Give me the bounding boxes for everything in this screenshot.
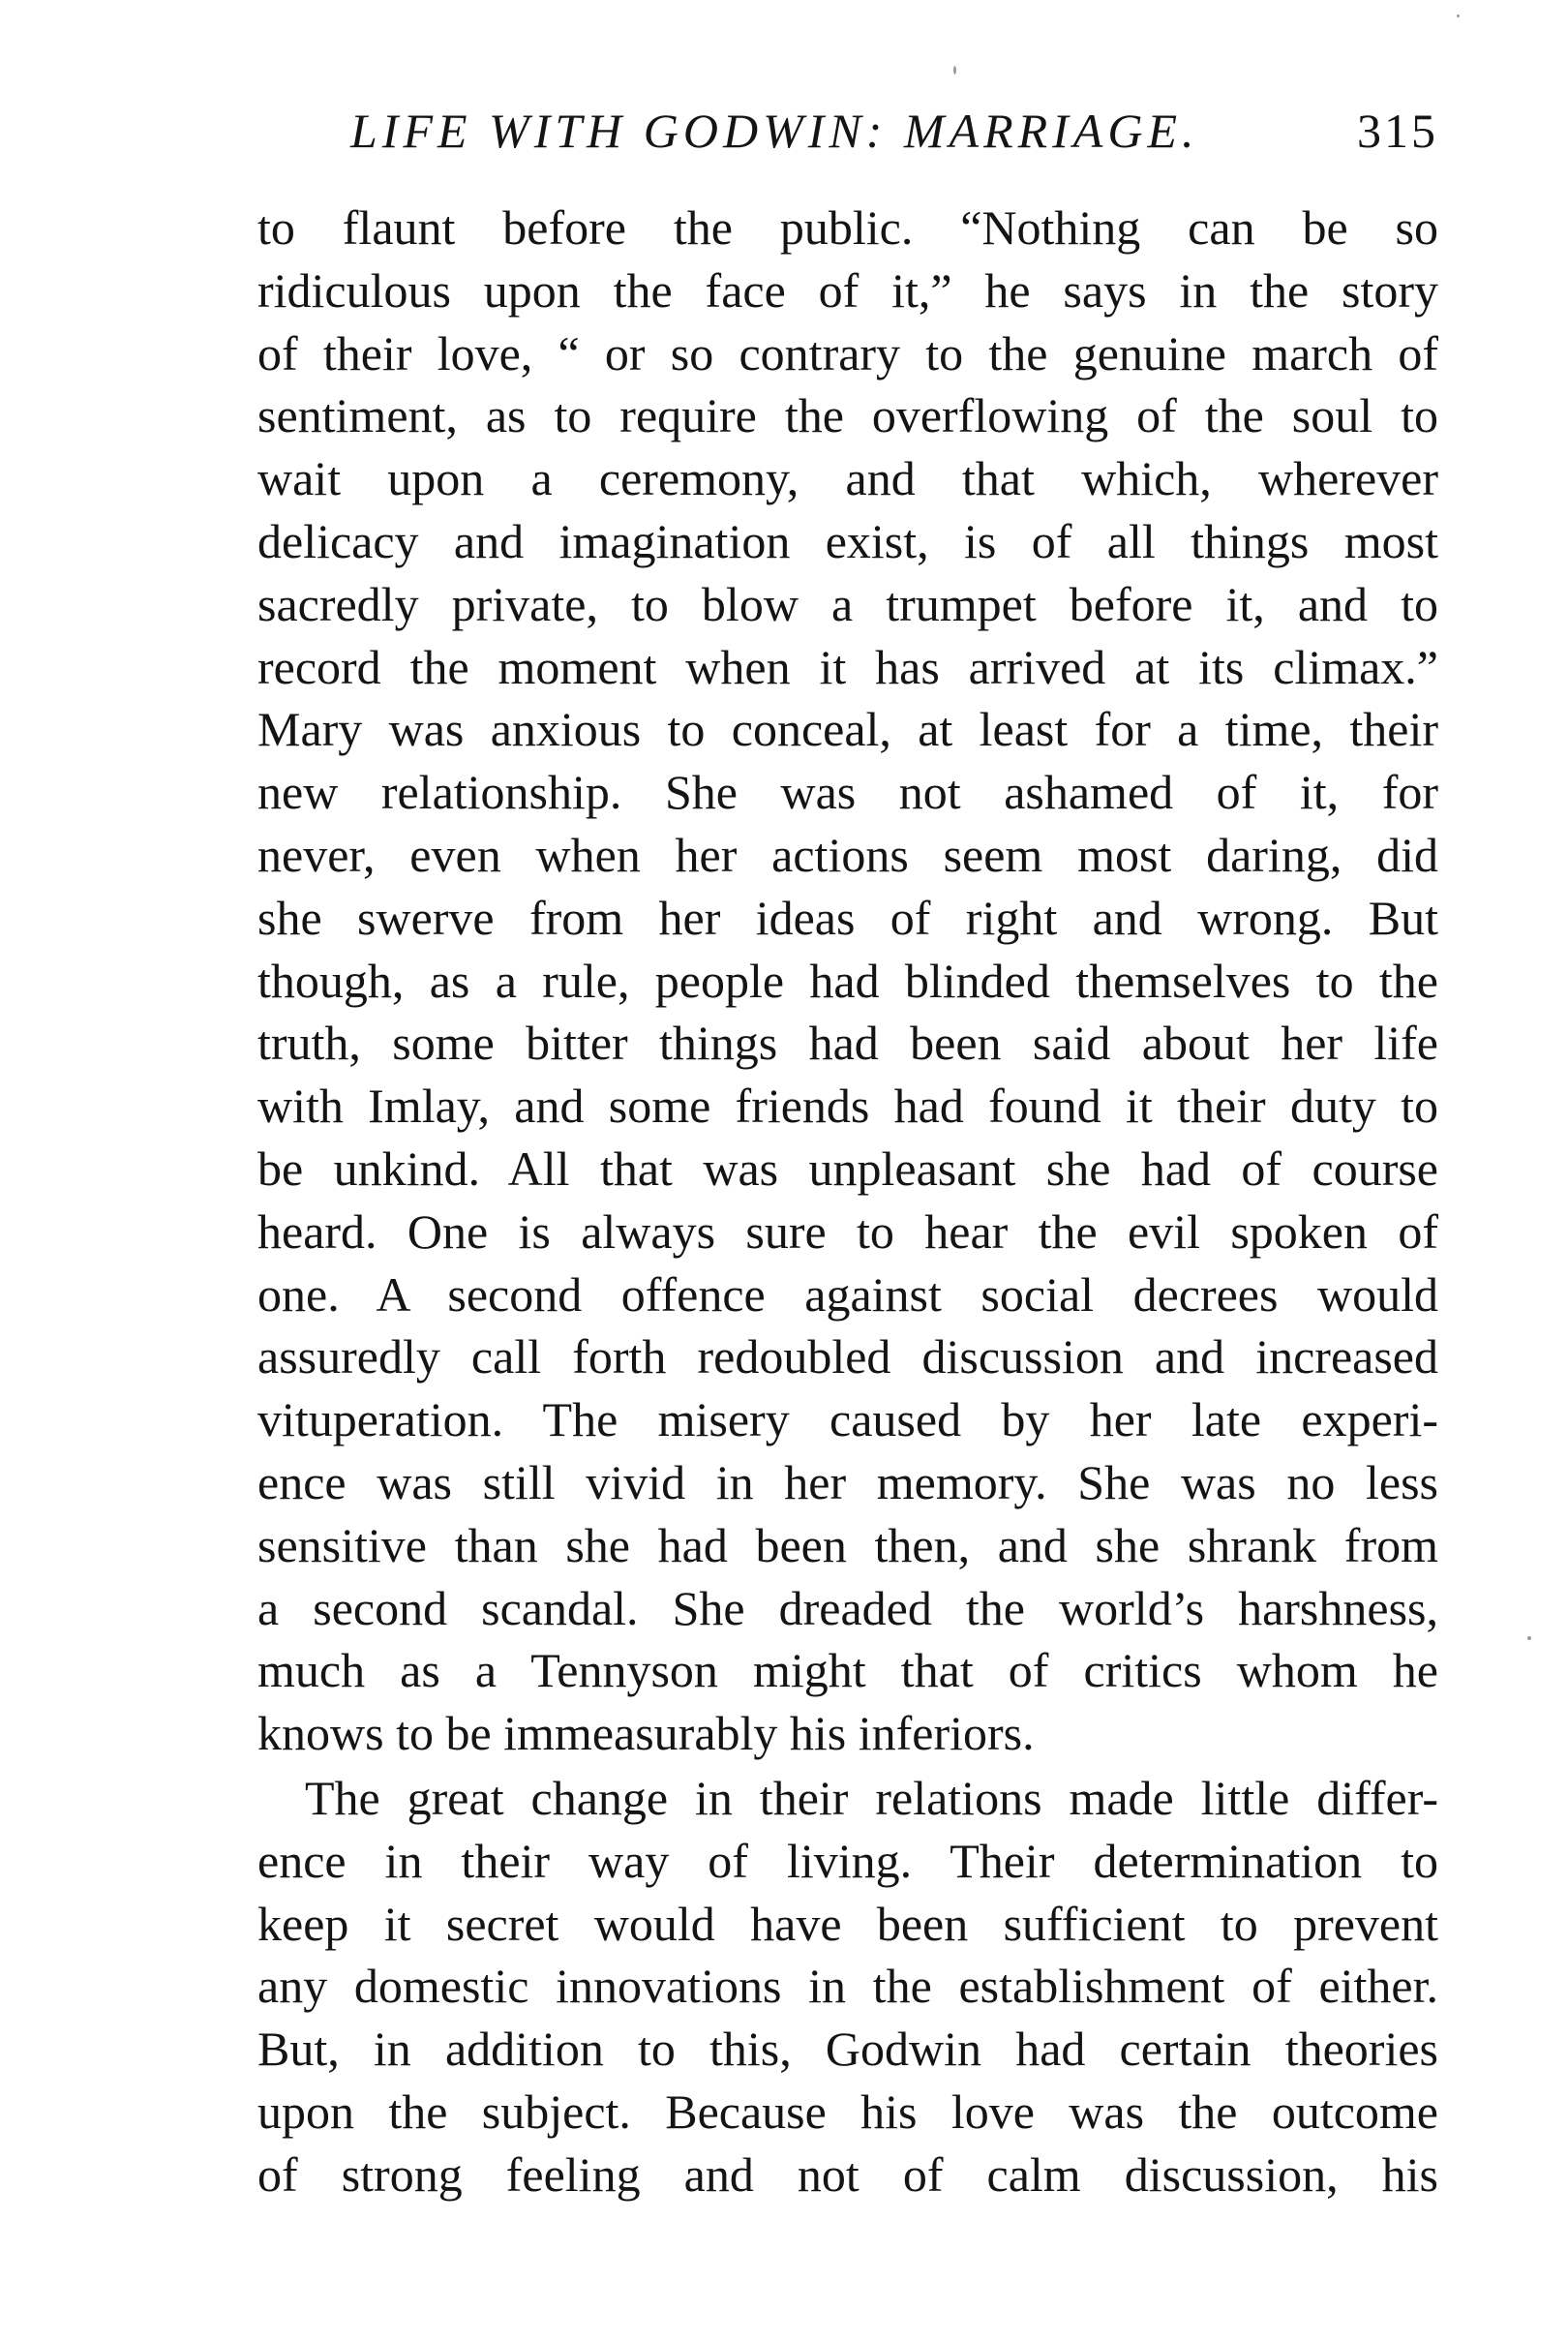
text-line: never, even when her actions seem most daring, did	[257, 827, 1438, 882]
text-line: vituperation. The misery caused by her late experi-	[257, 1392, 1438, 1447]
text-line: a second scandal. She dreaded the world’s harshness,	[257, 1580, 1438, 1635]
text-line: sentiment, as to require the overflowing of the soul to	[257, 388, 1438, 443]
page-number: 315	[1357, 104, 1438, 158]
text-line: record the moment when it has arrived at its climax.”	[257, 639, 1438, 694]
text-line: ridiculous upon the face of it,” he says in the story	[257, 262, 1438, 318]
scan-speck	[953, 66, 956, 75]
text-line: be unkind. All that was unpleasant she had of course	[257, 1141, 1438, 1196]
text-line: knows to be immeasurably his inferiors.	[257, 1706, 1035, 1761]
text-line: much as a Tennyson might that of critics whom he	[257, 1643, 1438, 1698]
text-line: of strong feeling and not of calm discussion, his	[257, 2146, 1438, 2202]
text-line: she swerve from her ideas of right and wrong. But	[257, 890, 1438, 945]
text-line: heard. One is always sure to hear the evil spoken of	[257, 1203, 1438, 1259]
text-line: of their love, “ or so contrary to the genuine march of	[257, 325, 1438, 380]
text-line: ence was still vivid in her memory. She was no less	[257, 1454, 1438, 1509]
text-line: though, as a rule, people had blinded themselves to the	[257, 953, 1438, 1008]
scan-speck	[1527, 1636, 1531, 1640]
body-text	[257, 197, 1438, 2206]
text-line: But, in addition to this, Godwin had certain theories	[257, 2022, 1438, 2077]
text-line: upon the subject. Because his love was the outcome	[257, 2084, 1438, 2139]
text-line: any domestic innovations in the establishment of either.	[257, 1959, 1438, 2014]
text-line: Mary was anxious to conceal, at least for a time, their	[257, 702, 1438, 757]
text-line: keep it secret would have been sufficient to prevent	[257, 1896, 1438, 1951]
text-line: one. A second offence against social decrees would	[257, 1266, 1438, 1322]
text-line: assuredly call forth redoubled discussion and increased	[257, 1329, 1438, 1384]
text-line: to flaunt before the public. “Nothing can be so	[257, 200, 1438, 255]
running-title: LIFE WITH GODWIN: MARRIAGE.	[350, 104, 1199, 158]
scan-speck	[1457, 15, 1460, 17]
running-header	[350, 97, 1438, 165]
text-line: wait upon a ceremony, and that which, wherever	[257, 451, 1438, 506]
text-line: sensitive than she had been then, and she shrank from	[257, 1517, 1438, 1572]
text-line: truth, some bitter things had been said about her life	[257, 1016, 1438, 1071]
text-line: delicacy and imagination exist, is of all things most	[257, 513, 1438, 568]
text-line: ence in their way of living. Their determination to	[257, 1833, 1438, 1888]
text-line: The great change in their relations made little differ-	[305, 1770, 1438, 1825]
text-line: with Imlay, and some friends had found it their duty to	[257, 1079, 1438, 1134]
text-line: new relationship. She was not ashamed of it, for	[257, 765, 1438, 820]
text-line: sacredly private, to blow a trumpet before it, and to	[257, 576, 1438, 631]
